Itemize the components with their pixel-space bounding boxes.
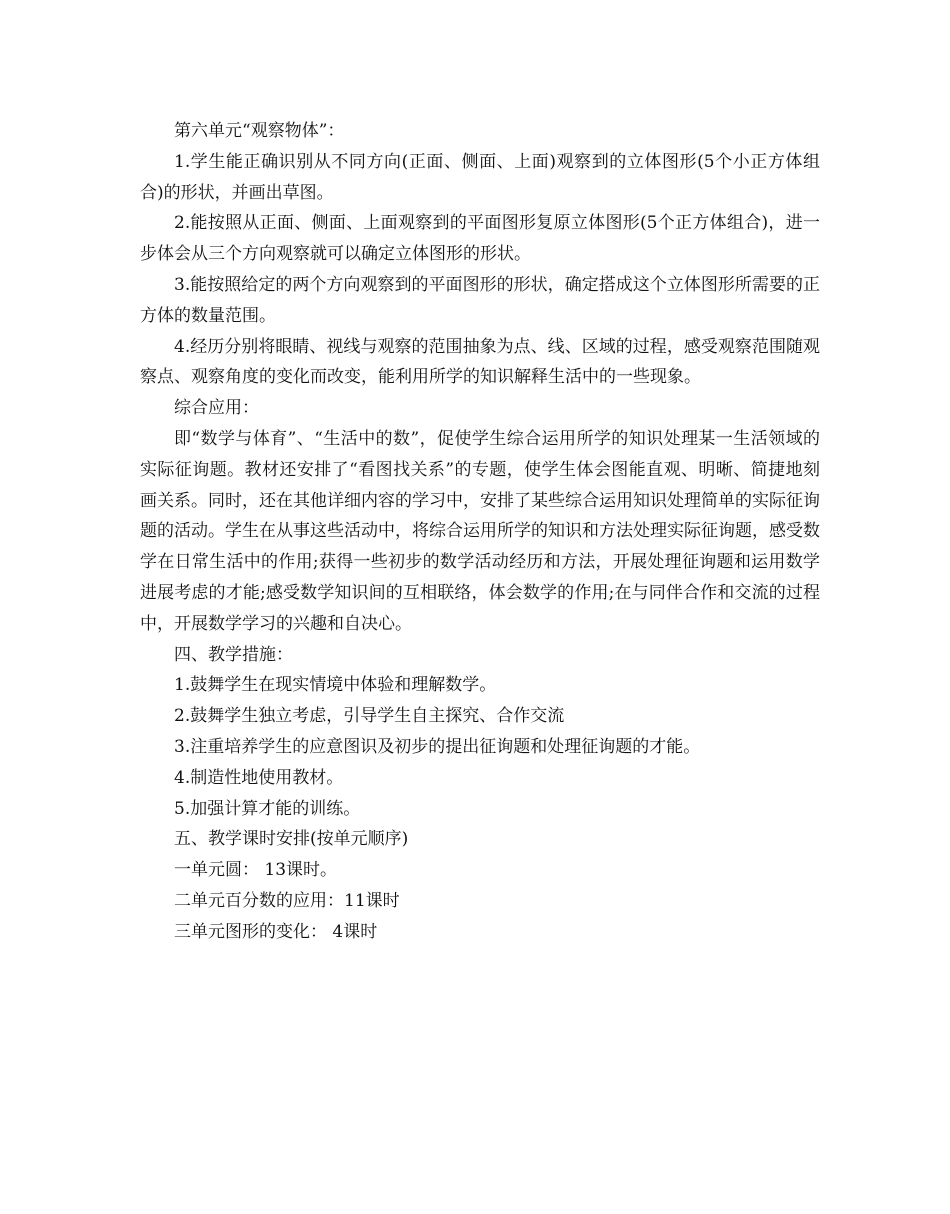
unit-six-item-3: 3.能按照给定的两个方向观察到的平面图形的形状，确定搭成这个立体图形所需要的正方体的数量范围。 xyxy=(140,274,820,326)
integrated-application-heading: 综合应用： xyxy=(174,398,259,419)
document-body xyxy=(140,116,820,948)
teaching-measures-heading: 四、教学措施： xyxy=(174,644,293,665)
schedule-unit-3: 三单元图形的变化： 4课时 xyxy=(174,921,378,942)
unit-six-heading: 第六单元“观察物体”： xyxy=(174,121,345,141)
schedule-unit-1: 一单元圆： 13课时。 xyxy=(174,860,338,881)
teaching-measure-5: 5.加强计算才能的训练。 xyxy=(174,798,361,819)
integrated-application-body: 即“数学与体育”、“生活中的数”，促使学生综合运用所学的知识处理某一生活领域的实际征询题。教材还安排了“看图找关系”的专题，使学生体会图能直观、明晰、简捷地刻画关系。同时，还在其他详细内容的学习中，安排了某些综合运用知识处理简单的实际征询题的活动。学生在从事这些活动中，将综合运用所学的知识和方法处理实际征询题，感受数学在日常生活中的作用;获得一些初步的数学活动经历和方法，开展处理征询题和运用数学进展考虑的才能;感受数学知识间的互相联络，体会数学的作用;在与同伴合作和交流的过程中，开展数学学习的兴趣和自决心。 xyxy=(140,428,820,634)
unit-six-item-2: 2.能按照从正面、侧面、上面观察到的平面图形复原立体图形(5个正方体组合)，进一步体会从三个方向观察就可以确定立体图形的形状。 xyxy=(140,213,820,265)
teaching-measure-3: 3.注重培养学生的应意图识及初步的提出征询题和处理征询题的才能。 xyxy=(174,736,701,757)
unit-six-item-4: 4.经历分别将眼睛、视线与观察的范围抽象为点、线、区域的过程，感受观察范围随观察点、观察角度的变化而改变，能利用所学的知识解释生活中的一些现象。 xyxy=(140,336,820,388)
schedule-heading: 五、教学课时安排(按单元顺序) xyxy=(174,829,409,850)
teaching-measure-2: 2.鼓舞学生独立考虑，引导学生自主探究、合作交流 xyxy=(174,706,565,727)
unit-six-item-1: 1.学生能正确识别从不同方向(正面、侧面、上面)观察到的立体图形(5个小正方体组合)的形状，并画出草图。 xyxy=(140,151,820,203)
teaching-measure-1: 1.鼓舞学生在现实情境中体验和理解数学。 xyxy=(174,675,497,696)
teaching-measure-4: 4.制造性地使用教材。 xyxy=(174,767,344,788)
schedule-unit-2: 二单元百分数的应用：11课时 xyxy=(174,890,400,911)
